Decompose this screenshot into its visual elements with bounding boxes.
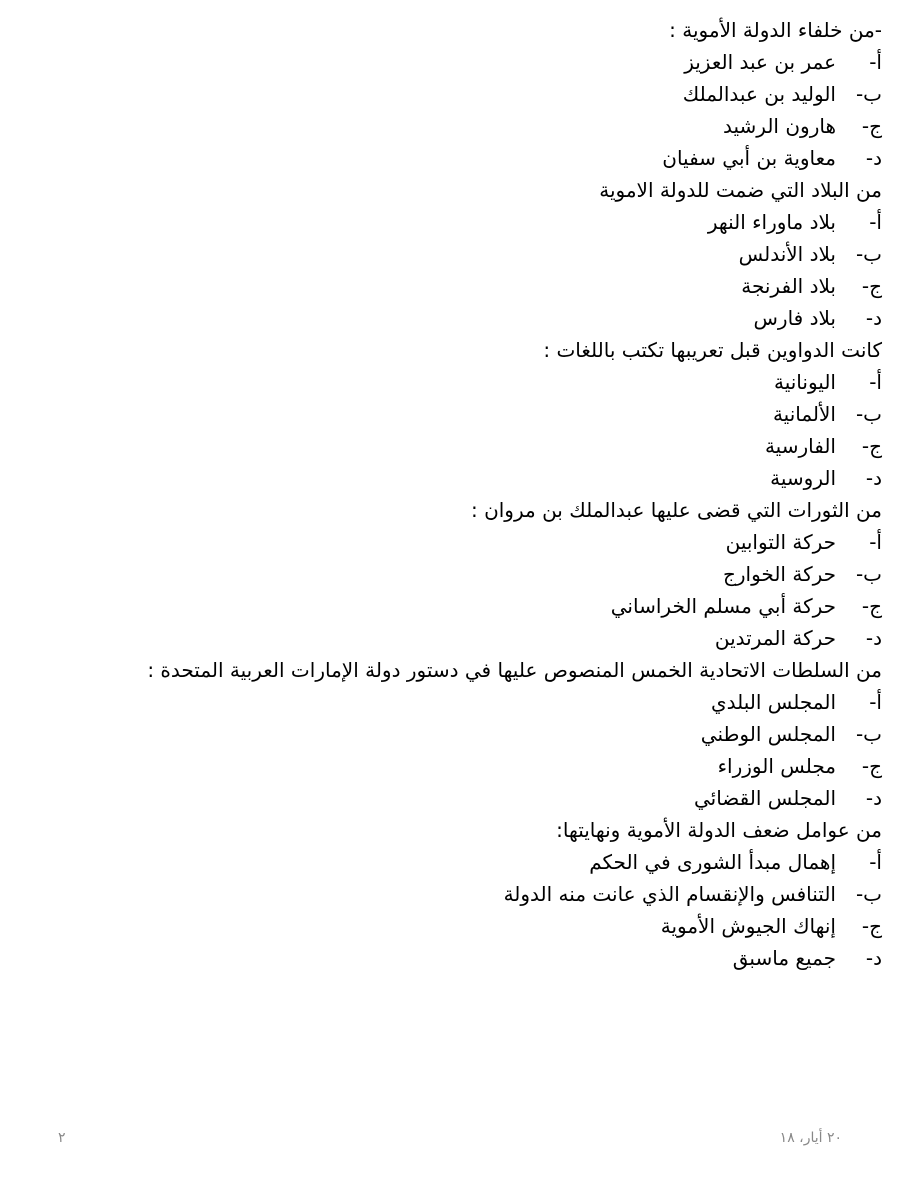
option-text: حركة المرتدين xyxy=(714,626,836,650)
option-a xyxy=(22,366,882,398)
question-5 xyxy=(22,654,882,814)
option-letter: د- xyxy=(865,626,882,650)
option-text: بلاد الفرنجة xyxy=(741,274,836,298)
option-a xyxy=(22,686,882,718)
option-letter: ج- xyxy=(861,434,882,458)
option-letter: ب- xyxy=(855,402,882,426)
option-text: الألمانية xyxy=(772,402,836,426)
option-text: المجلس البلدي xyxy=(710,690,836,714)
footer-date: ٢٠ أيار، ١٨ xyxy=(779,1130,842,1146)
question-title: من عوامل ضعف الدولة الأموية ونهايتها: xyxy=(556,818,882,842)
option-b xyxy=(22,878,882,910)
question-3 xyxy=(22,334,882,494)
option-text: بلاد فارس xyxy=(753,306,836,330)
option-text: التنافس والإنقسام الذي عانت منه الدولة xyxy=(503,882,836,906)
option-text: هارون الرشيد xyxy=(723,114,836,138)
option-letter: د- xyxy=(865,466,882,490)
option-d xyxy=(22,302,882,334)
option-text: بلاد الأندلس xyxy=(738,242,836,266)
option-a xyxy=(22,846,882,878)
option-letter: أ- xyxy=(869,210,882,234)
page-number: ٢ xyxy=(58,1130,66,1146)
option-b xyxy=(22,558,882,590)
option-text: المجلس الوطني xyxy=(700,722,836,746)
option-text: الوليد بن عبدالملك xyxy=(682,82,836,106)
option-letter: د- xyxy=(865,786,882,810)
question-6 xyxy=(22,814,882,974)
option-b xyxy=(22,718,882,750)
option-text: حركة التوابين xyxy=(725,530,836,554)
option-a xyxy=(22,46,882,78)
option-text: معاوية بن أبي سفيان xyxy=(662,146,836,170)
question-title: من الثورات التي قضى عليها عبدالملك بن مروان : xyxy=(470,498,882,522)
option-text: حركة أبي مسلم الخراساني xyxy=(610,594,836,618)
option-d xyxy=(22,462,882,494)
question-title: من البلاد التي ضمت للدولة الاموية xyxy=(599,178,882,202)
option-letter: د- xyxy=(865,946,882,970)
option-letter: د- xyxy=(865,306,882,330)
option-b xyxy=(22,398,882,430)
question-title: -من خلفاء الدولة الأموية : xyxy=(669,18,882,42)
option-a xyxy=(22,206,882,238)
option-text: إنهاك الجيوش الأموية xyxy=(660,914,836,938)
option-letter: أ- xyxy=(869,690,882,714)
option-text: الفارسية xyxy=(764,434,836,458)
option-letter: أ- xyxy=(869,370,882,394)
question-title: من السلطات الاتحادية الخمس المنصوص عليها في دستور دولة الإمارات العربية المتحدة : xyxy=(147,658,882,682)
option-d xyxy=(22,942,882,974)
option-b xyxy=(22,78,882,110)
question-2 xyxy=(22,174,882,334)
option-text: مجلس الوزراء xyxy=(717,754,836,778)
option-letter: ج- xyxy=(861,114,882,138)
option-c xyxy=(22,750,882,782)
option-letter: ج- xyxy=(861,914,882,938)
question-1 xyxy=(22,14,882,174)
option-text: بلاد ماوراء النهر xyxy=(707,210,836,234)
option-letter: ج- xyxy=(861,274,882,298)
option-text: جميع ماسبق xyxy=(732,946,836,970)
option-letter: ب- xyxy=(855,242,882,266)
option-letter: ب- xyxy=(855,562,882,586)
option-letter: ج- xyxy=(861,754,882,778)
question-title: كانت الدواوين قبل تعريبها تكتب باللغات : xyxy=(543,338,882,362)
option-letter: أ- xyxy=(869,50,882,74)
option-text: عمر بن عبد العزيز xyxy=(684,50,836,74)
option-c xyxy=(22,910,882,942)
option-letter: ب- xyxy=(855,882,882,906)
option-d xyxy=(22,782,882,814)
option-text: إهمال مبدأ الشورى في الحكم xyxy=(589,850,836,874)
option-letter: أ- xyxy=(869,850,882,874)
option-b xyxy=(22,238,882,270)
option-text: الروسية xyxy=(770,466,836,490)
question-4 xyxy=(22,494,882,654)
option-c xyxy=(22,270,882,302)
option-text: اليونانية xyxy=(773,370,836,394)
option-text: المجلس القضائي xyxy=(693,786,836,810)
option-letter: ب- xyxy=(855,722,882,746)
option-c xyxy=(22,110,882,142)
option-c xyxy=(22,430,882,462)
option-c xyxy=(22,590,882,622)
option-d xyxy=(22,142,882,174)
option-letter: ب- xyxy=(855,82,882,106)
option-letter: ج- xyxy=(861,594,882,618)
option-a xyxy=(22,526,882,558)
option-letter: د- xyxy=(865,146,882,170)
option-letter: أ- xyxy=(869,530,882,554)
option-text: حركة الخوارج xyxy=(722,562,836,586)
question-list xyxy=(22,14,882,974)
option-d xyxy=(22,622,882,654)
